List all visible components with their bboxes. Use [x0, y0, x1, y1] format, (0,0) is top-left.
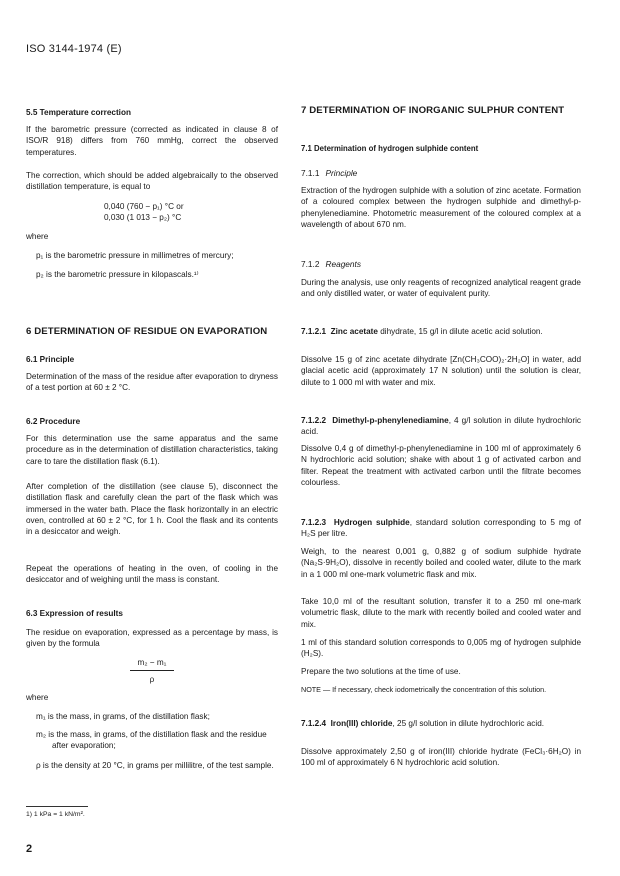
section-6-heading: 6 DETERMINATION OF RESIDUE ON EVAPORATION [26, 326, 268, 337]
section-6-2-heading: 6.2 Procedure [26, 417, 81, 426]
section-number: 7.1.2 [301, 259, 320, 269]
item-name: Iron(III) chloride [330, 719, 393, 728]
definition-item: p₁ is the barometric pressure in millimetres of mercury; [36, 251, 234, 260]
item-name: Hydrogen sulphide [333, 518, 410, 527]
paragraph: Weigh, to the nearest 0,001 g, 0,882 g of sodium sulphide hydrate (Na₂S·9H₂O), dissolve in recently boiled and cooled water, dilute to the mark in a 1 000 ml one-mark volumetric flask and mix. [301, 547, 581, 579]
paragraph: During the analysis, use only reagents of recognized analytical reagent grade and only distilled water, or water of equivalent purity. [301, 278, 581, 299]
item-description: , standard solution corresponding to 5 mg of H₂S per litre. [301, 518, 581, 539]
section-6-1-heading: 6.1 Principle [26, 355, 75, 364]
item-description: , 25 g/l solution in dilute hydrochloric acid. [392, 719, 545, 728]
residue-formula [130, 658, 174, 684]
paragraph: Take 10,0 ml of the resultant solution, transfer it to a 250 ml one-mark volumetric flask, dilute to the mark with recently boiled and cooled water and mix. [301, 597, 581, 629]
where-label: where [26, 693, 49, 702]
paragraph: Determination of the mass of the residue after evaporation to dryness of a test portion at 60 ± 2 °C. [26, 372, 278, 393]
paragraph: 1 ml of this standard solution corresponds to 0,005 mg of hydrogen sulphide (H₂S). [301, 638, 581, 659]
paragraph: Prepare the two solutions at the time of use. [301, 667, 461, 676]
section-6-3-heading: 6.3 Expression of results [26, 609, 123, 618]
item-name: Dimethyl-p-phenylenediamine [332, 416, 449, 425]
section-title: Principle [325, 168, 358, 178]
paragraph: Dissolve 0,4 g of dimethyl-p-phenylenediamine in 100 ml of approximately 6 N hydrochloric acid solution; shake with about 1 g of activated carbon and filter. Repeat the treatment with activated carbon until the filtrate becomes colourless. [301, 444, 581, 487]
item-name: Zinc acetate [330, 327, 378, 336]
item-description: , 4 g/l solution in dilute hydrochloric acid. [301, 416, 581, 437]
formula-line: 0,040 (760 − p₁) °C or [104, 202, 184, 211]
page-number: 2 [26, 843, 33, 855]
section-number: 7.1.1 [301, 168, 320, 178]
paragraph: After completion of the distillation (see clause 5), disconnect the distillation flask and carefully clean the part of the flask which was immersed in the water bath. Place the flask horizontally in an electric oven, controlled at 60 ± 2 °C, for 1 h. Cool the flask and its contents in a desiccator and weigh. [26, 482, 278, 537]
paragraph: Repeat the operations of heating in the oven, of cooling in the desiccator and of weighing until the mass is constant. [26, 564, 278, 585]
paragraph: The residue on evaporation, expressed as a percentage by mass, is given by the formula [26, 628, 278, 649]
section-5-5-heading: 5.5 Temperature correction [26, 108, 131, 117]
footnote-rule [26, 806, 88, 807]
paragraph: The correction, which should be added algebraically to the observed distillation temperature, is equal to [26, 171, 278, 192]
footnote: 1) 1 kPa = 1 kN/m². [26, 811, 85, 818]
item-7-1-2-1-heading [301, 326, 581, 337]
section-7-1-2-heading [301, 259, 581, 270]
paragraph: For this determination use the same apparatus and the same procedure as in the determination of distillation characteristics, taking care to tare the distillation flask (6.1). [26, 434, 278, 466]
definition-item: m₁ is the mass, in grams, of the distillation flask; [36, 712, 210, 721]
item-7-1-2-3-heading [301, 517, 581, 540]
definition-item: p₂ is the barometric pressure in kilopascals.¹⁾ [36, 270, 199, 279]
item-description: dihydrate, 15 g/l in dilute acetic acid solution. [377, 327, 543, 336]
formula-denominator: ρ [149, 675, 155, 684]
section-7-1-1-heading [301, 168, 581, 179]
paragraph: If the barometric pressure (corrected as indicated in clause 8 of ISO/R 918) differs from 760 mmHg, correct the observed temperatures. [26, 125, 278, 157]
item-7-1-2-2-heading [301, 415, 581, 438]
item-number: 7.1.2.4 [301, 719, 327, 728]
paragraph: Extraction of the hydrogen sulphide with a solution of zinc acetate. Formation of a coloured complex between the hydrogen sulphide and dimethyl-p-phenylenediamine. Photometric measurement of the coloured complex at a wavelength of about 670 nm. [301, 186, 581, 229]
item-number: 7.1.2.1 [301, 327, 327, 336]
section-7-heading: 7 DETERMINATION OF INORGANIC SULPHUR CONTENT [301, 105, 565, 116]
formula-numerator: m₂ − m₁ [130, 658, 174, 671]
where-label: where [26, 232, 49, 241]
section-7-1-heading: 7.1 Determination of hydrogen sulphide content [301, 144, 479, 153]
item-number: 7.1.2.3 [301, 518, 327, 527]
item-number: 7.1.2.2 [301, 416, 327, 425]
page-header: ISO 3144-1974 (E) [26, 43, 122, 55]
section-title: Reagents [325, 259, 361, 269]
definition-item: m₂ is the mass, in grams, of the distillation flask and the residue after evaporation; [36, 730, 267, 751]
definition-item: ρ is the density at 20 °C, in grams per millilitre, of the test sample. [36, 761, 274, 770]
paragraph: Dissolve 15 g of zinc acetate dihydrate [Zn(CH₃COO)₂·2H₂O] in water, add glacial acetic acid (approximately 17 N solution) until the solution is clear, dilute to 1 000 ml with water and mix. [301, 355, 581, 387]
formula-line: 0,030 (1 013 − p₂) °C [104, 213, 182, 222]
note: NOTE — If necessary, check iodometrically the concentration of this solution. [301, 685, 547, 694]
item-7-1-2-4-heading [301, 718, 581, 729]
paragraph: Dissolve approximately 2,50 g of iron(III) chloride hydrate (FeCl₃·6H₂O) in 100 ml of approximately 6 N hydrochloric acid solution. [301, 747, 581, 768]
